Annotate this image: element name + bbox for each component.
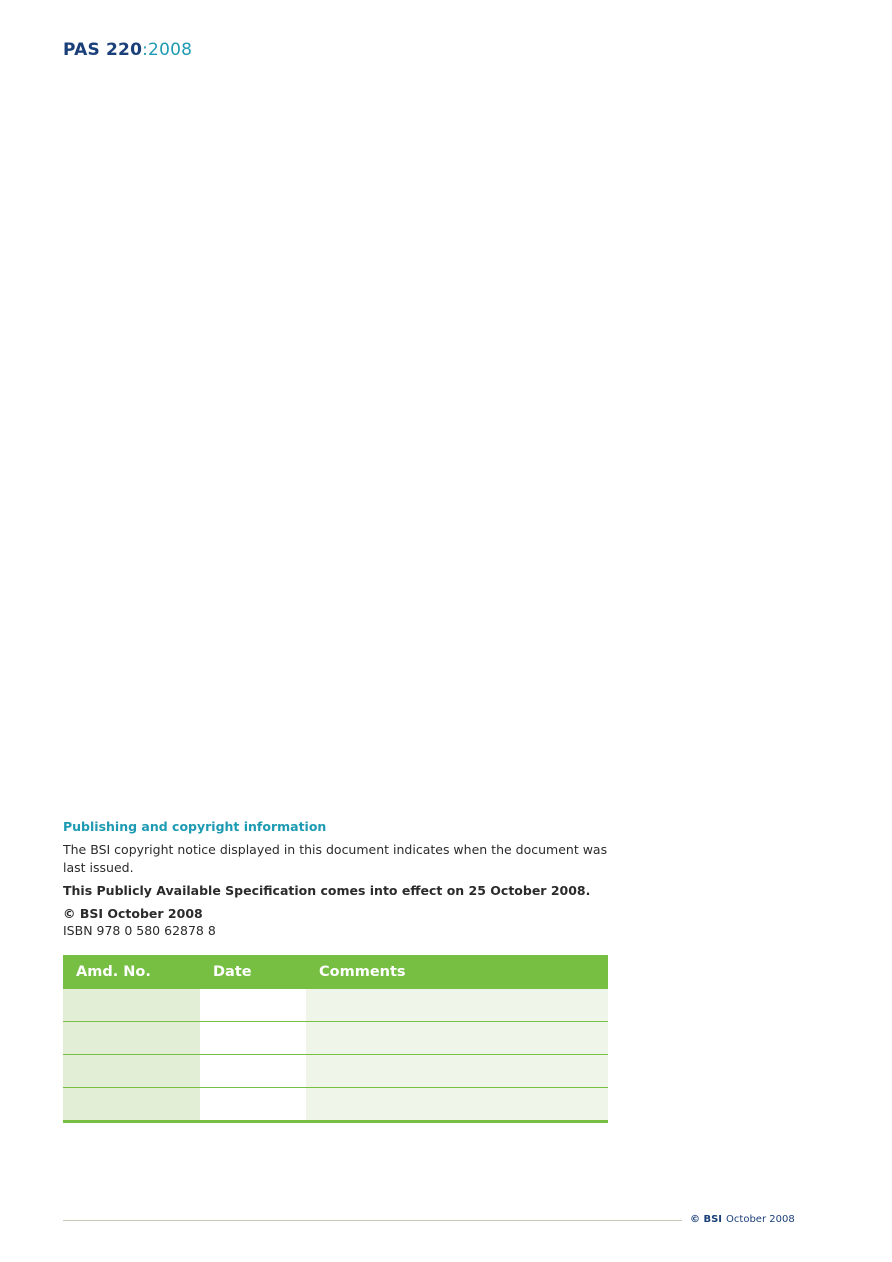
table-row <box>63 1055 608 1088</box>
copyright-notice-text: The BSI copyright notice displayed in this document indicates when the document was last issued. <box>63 842 608 875</box>
isbn-line: ISBN 978 0 580 62878 8 <box>63 923 216 938</box>
standard-id: PAS 220 <box>63 40 143 60</box>
date-cell <box>200 1022 306 1055</box>
amd-no-cell <box>63 1055 200 1088</box>
publishing-section <box>63 818 608 939</box>
running-header <box>63 38 192 62</box>
standard-year: 2008 <box>148 40 193 60</box>
copyright-line: © BSI October 2008 <box>63 906 203 921</box>
comments-cell <box>306 1088 608 1122</box>
publishing-heading: Publishing and copyright information <box>63 819 327 834</box>
column-header-comments: Comments <box>306 955 608 989</box>
footer-divider <box>63 1220 682 1221</box>
comments-cell <box>306 989 608 1022</box>
table-row <box>63 1088 608 1122</box>
effective-date-text: This Publicly Available Specification comes into effect on 25 October 2008. <box>63 883 591 898</box>
table-row <box>63 1022 608 1055</box>
date-cell <box>200 1055 306 1088</box>
column-header-date: Date <box>200 955 306 989</box>
amd-no-cell <box>63 1088 200 1122</box>
comments-cell <box>306 1022 608 1055</box>
amd-no-cell <box>63 1022 200 1055</box>
footer-brand: © BSI <box>690 1214 723 1225</box>
amd-no-cell <box>63 989 200 1022</box>
table-header-row <box>63 955 608 989</box>
standard-separator: : <box>142 40 149 60</box>
table-row <box>63 989 608 1022</box>
footer-date: October 2008 <box>726 1214 795 1225</box>
date-cell <box>200 1088 306 1122</box>
column-header-amd-no: Amd. No. <box>63 955 200 989</box>
page-footer <box>690 1213 795 1227</box>
amendments-table <box>63 955 608 1123</box>
comments-cell <box>306 1055 608 1088</box>
date-cell <box>200 989 306 1022</box>
